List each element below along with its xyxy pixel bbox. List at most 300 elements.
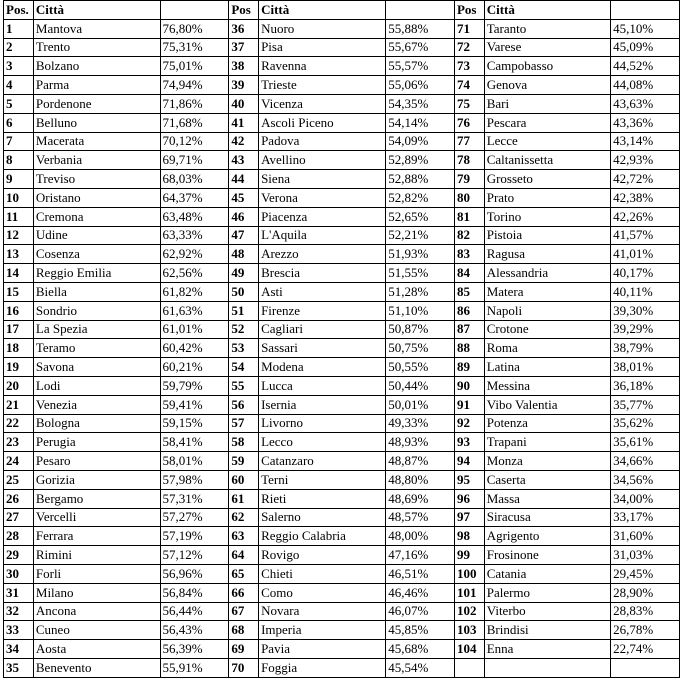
table-row [4,470,680,489]
cell-pos: 23 [4,433,34,452]
cell-value: 56,43% [160,621,229,640]
cell-value: 34,00% [611,489,680,508]
cell-pos: 87 [454,320,484,339]
cell-value: 35,62% [611,414,680,433]
cell-pos: 47 [229,226,259,245]
cell-city: Perugia [33,433,160,452]
cell-city: Vibo Valentia [484,395,610,414]
cell-pos: 93 [454,433,484,452]
cell-pos: 82 [454,226,484,245]
table-row [4,621,680,640]
cell-city: Messina [484,376,610,395]
cell-value: 52,21% [386,226,455,245]
cell-city: Siracusa [484,508,610,527]
cell-pos: 25 [4,470,34,489]
cell-pos: 5 [4,94,34,113]
cell-pos: 84 [454,264,484,283]
cell-pos: 81 [454,207,484,226]
cell-value: 45,09% [611,38,680,57]
cell-city: Venezia [33,395,160,414]
cell-pos: 27 [4,508,34,527]
cell-pos: 91 [454,395,484,414]
cell-pos: 61 [229,489,259,508]
cell-value [611,658,680,677]
cell-value: 63,33% [160,226,229,245]
cell-value: 22,74% [611,640,680,659]
cell-pos: 32 [4,602,34,621]
cell-value: 56,39% [160,640,229,659]
cell-pos: 100 [454,564,484,583]
cell-value: 52,88% [386,170,455,189]
cell-city: Sondrio [33,301,160,320]
cell-value: 34,66% [611,452,680,471]
cell-pos: 68 [229,621,259,640]
cell-pos: 60 [229,470,259,489]
cell-value: 52,89% [386,151,455,170]
cell-city: Pavia [259,640,386,659]
cell-value: 46,51% [386,564,455,583]
table-row [4,602,680,621]
cell-pos: 79 [454,170,484,189]
cell-pos: 74 [454,76,484,95]
cell-value: 54,09% [386,132,455,151]
cell-pos: 14 [4,264,34,283]
cell-value: 45,68% [386,640,455,659]
cell-pos: 21 [4,395,34,414]
cell-city: La Spezia [33,320,160,339]
cell-city: Potenza [484,414,610,433]
cell-city: Bergamo [33,489,160,508]
table-row [4,339,680,358]
cell-value: 48,93% [386,433,455,452]
cell-value: 49,33% [386,414,455,433]
cell-pos: 73 [454,57,484,76]
table-row [4,452,680,471]
cell-pos: 7 [4,132,34,151]
cell-value: 51,28% [386,282,455,301]
cell-city: Prato [484,188,610,207]
cell-value: 57,27% [160,508,229,527]
cell-value: 59,79% [160,376,229,395]
cell-city: Cagliari [259,320,386,339]
cell-pos: 43 [229,151,259,170]
cell-pos: 33 [4,621,34,640]
cell-pos: 62 [229,508,259,527]
cell-pos: 10 [4,188,34,207]
cell-value: 46,07% [386,602,455,621]
cell-city: Cremona [33,207,160,226]
cell-pos: 2 [4,38,34,57]
cell-city: Lodi [33,376,160,395]
cell-pos: 28 [4,527,34,546]
cell-city: Alessandria [484,264,610,283]
cell-pos: 98 [454,527,484,546]
cell-city: Napoli [484,301,610,320]
cell-city: Roma [484,339,610,358]
cell-city: Teramo [33,339,160,358]
cell-pos: 67 [229,602,259,621]
cell-pos: 86 [454,301,484,320]
cell-pos: 6 [4,113,34,132]
table-row [4,658,680,677]
cell-value: 42,93% [611,151,680,170]
cell-pos: 17 [4,320,34,339]
cell-pos: 53 [229,339,259,358]
cell-city: Trento [33,38,160,57]
header-pos-3: Pos [454,1,484,20]
table-row [4,546,680,565]
cell-pos: 56 [229,395,259,414]
cell-value: 48,80% [386,470,455,489]
cell-city: Vicenza [259,94,386,113]
cell-pos: 78 [454,151,484,170]
table-row [4,132,680,151]
cell-pos: 88 [454,339,484,358]
cell-city: Ravenna [259,57,386,76]
cell-city: Reggio Calabria [259,527,386,546]
cell-pos: 4 [4,76,34,95]
cell-pos: 16 [4,301,34,320]
cell-city: Massa [484,489,610,508]
cell-city [484,658,610,677]
cell-city: Frosinone [484,546,610,565]
cell-city: Lecco [259,433,386,452]
cell-pos: 34 [4,640,34,659]
cell-value: 55,91% [160,658,229,677]
cell-pos: 44 [229,170,259,189]
cell-pos: 63 [229,527,259,546]
header-pos-2: Pos [229,1,259,20]
cell-value: 26,78% [611,621,680,640]
cell-pos: 92 [454,414,484,433]
cell-city: Brescia [259,264,386,283]
cell-pos: 89 [454,358,484,377]
cell-pos: 103 [454,621,484,640]
cell-value: 42,38% [611,188,680,207]
header-value-2 [386,1,455,20]
cell-pos: 90 [454,376,484,395]
cell-city: Isernia [259,395,386,414]
cell-pos: 76 [454,113,484,132]
cell-value: 57,12% [160,546,229,565]
table-row [4,301,680,320]
cell-value: 51,10% [386,301,455,320]
cell-pos: 83 [454,245,484,264]
cell-value: 71,86% [160,94,229,113]
cell-pos: 64 [229,546,259,565]
cell-value: 70,12% [160,132,229,151]
cell-city: Macerata [33,132,160,151]
cell-pos: 75 [454,94,484,113]
table-row [4,489,680,508]
table-row [4,395,680,414]
cell-city: Sassari [259,339,386,358]
cell-value: 40,17% [611,264,680,283]
cell-city: Imperia [259,621,386,640]
cell-city: Lecce [484,132,610,151]
cell-value: 64,37% [160,188,229,207]
cell-pos: 50 [229,282,259,301]
cell-value: 55,88% [386,19,455,38]
cell-pos: 46 [229,207,259,226]
cell-pos: 13 [4,245,34,264]
cell-city: L'Aquila [259,226,386,245]
cell-value: 58,41% [160,433,229,452]
cell-value: 47,16% [386,546,455,565]
cell-pos: 49 [229,264,259,283]
cell-city: Agrigento [484,527,610,546]
cell-city: Avellino [259,151,386,170]
cell-pos: 70 [229,658,259,677]
cell-pos: 77 [454,132,484,151]
cell-value: 41,57% [611,226,680,245]
cell-pos: 99 [454,546,484,565]
cell-pos: 54 [229,358,259,377]
cell-pos: 35 [4,658,34,677]
cell-pos: 8 [4,151,34,170]
cell-city: Gorizia [33,470,160,489]
cell-value: 28,83% [611,602,680,621]
cell-city: Reggio Emilia [33,264,160,283]
cell-value: 31,03% [611,546,680,565]
cell-value: 44,08% [611,76,680,95]
table-row [4,151,680,170]
cell-pos: 37 [229,38,259,57]
cell-city: Pordenone [33,94,160,113]
cell-city: Milano [33,583,160,602]
cell-city: Arezzo [259,245,386,264]
cell-pos: 94 [454,452,484,471]
cell-pos: 102 [454,602,484,621]
table-row [4,113,680,132]
cell-city: Padova [259,132,386,151]
cell-value: 52,82% [386,188,455,207]
cell-pos: 55 [229,376,259,395]
cell-value: 62,56% [160,264,229,283]
cell-city: Trapani [484,433,610,452]
cell-city: Siena [259,170,386,189]
cell-value: 55,06% [386,76,455,95]
cell-value: 45,85% [386,621,455,640]
cell-value: 56,44% [160,602,229,621]
cell-city: Cuneo [33,621,160,640]
cell-pos: 26 [4,489,34,508]
cell-city: Biella [33,282,160,301]
cell-value: 60,21% [160,358,229,377]
cell-city: Mantova [33,19,160,38]
cell-value: 54,14% [386,113,455,132]
cell-value: 38,79% [611,339,680,358]
cell-value: 40,11% [611,282,680,301]
cell-pos: 15 [4,282,34,301]
cell-city: Ascoli Piceno [259,113,386,132]
table-row [4,508,680,527]
cell-value: 29,45% [611,564,680,583]
cell-city: Palermo [484,583,610,602]
cell-city: Matera [484,282,610,301]
cell-pos: 24 [4,452,34,471]
cell-value: 52,65% [386,207,455,226]
cell-city: Novara [259,602,386,621]
cell-city: Treviso [33,170,160,189]
cell-pos: 80 [454,188,484,207]
cell-pos: 11 [4,207,34,226]
cell-pos: 96 [454,489,484,508]
cell-city: Rimini [33,546,160,565]
cell-city: Pesaro [33,452,160,471]
cell-pos: 31 [4,583,34,602]
table-row [4,564,680,583]
cell-value: 56,96% [160,564,229,583]
cell-city: Piacenza [259,207,386,226]
cell-value: 55,57% [386,57,455,76]
cell-value: 50,75% [386,339,455,358]
cell-city: Terni [259,470,386,489]
cell-pos: 45 [229,188,259,207]
cell-value: 50,87% [386,320,455,339]
table-row [4,583,680,602]
cell-value: 59,15% [160,414,229,433]
cell-city: Rovigo [259,546,386,565]
cell-value: 45,10% [611,19,680,38]
cell-city: Belluno [33,113,160,132]
cell-value: 74,94% [160,76,229,95]
cell-pos: 101 [454,583,484,602]
cell-pos: 85 [454,282,484,301]
cell-pos: 12 [4,226,34,245]
cell-value: 76,80% [160,19,229,38]
table-row [4,640,680,659]
cell-city: Caserta [484,470,610,489]
cell-city: Parma [33,76,160,95]
cell-value: 41,01% [611,245,680,264]
cell-value: 35,77% [611,395,680,414]
cell-city: Catanzaro [259,452,386,471]
header-city-1: Città [33,1,160,20]
cell-value: 61,82% [160,282,229,301]
cell-city: Viterbo [484,602,610,621]
cell-city: Lucca [259,376,386,395]
cell-value: 61,01% [160,320,229,339]
cell-value: 50,55% [386,358,455,377]
cell-value: 51,55% [386,264,455,283]
cell-value: 75,01% [160,57,229,76]
cell-city: Modena [259,358,386,377]
cell-value: 42,72% [611,170,680,189]
cell-value: 50,44% [386,376,455,395]
cell-city: Ferrara [33,527,160,546]
header-row [4,1,680,20]
cell-city: Taranto [484,19,610,38]
cell-value: 58,01% [160,452,229,471]
cell-pos: 9 [4,170,34,189]
cell-value: 36,18% [611,376,680,395]
cell-city: Vercelli [33,508,160,527]
header-city-2: Città [259,1,386,20]
cell-value: 75,31% [160,38,229,57]
cell-value: 34,56% [611,470,680,489]
table-row [4,264,680,283]
cell-pos: 69 [229,640,259,659]
cell-value: 60,42% [160,339,229,358]
cell-city: Catania [484,564,610,583]
cell-city: Ragusa [484,245,610,264]
cell-city: Firenze [259,301,386,320]
cell-pos: 40 [229,94,259,113]
cell-pos: 65 [229,564,259,583]
cell-city: Pistoia [484,226,610,245]
table-row [4,282,680,301]
cell-city: Bari [484,94,610,113]
table-row [4,527,680,546]
cell-pos: 22 [4,414,34,433]
cell-pos: 48 [229,245,259,264]
table-row [4,170,680,189]
table-row [4,358,680,377]
cell-pos: 58 [229,433,259,452]
table-row [4,207,680,226]
cell-city: Benevento [33,658,160,677]
cell-pos: 36 [229,19,259,38]
table-row [4,38,680,57]
header-city-3: Città [484,1,610,20]
cell-pos: 59 [229,452,259,471]
cell-value: 48,69% [386,489,455,508]
cell-city: Pescara [484,113,610,132]
cell-city: Cosenza [33,245,160,264]
cell-city: Forli [33,564,160,583]
cell-value: 51,93% [386,245,455,264]
cell-city: Oristano [33,188,160,207]
cell-city: Savona [33,358,160,377]
cell-value: 55,67% [386,38,455,57]
table-row [4,433,680,452]
cell-pos: 30 [4,564,34,583]
cell-value: 35,61% [611,433,680,452]
ranking-table [3,0,680,678]
cell-pos: 3 [4,57,34,76]
cell-value: 31,60% [611,527,680,546]
cell-city: Genova [484,76,610,95]
cell-pos: 20 [4,376,34,395]
cell-value: 68,03% [160,170,229,189]
header-pos-1: Pos. [4,1,34,20]
cell-pos: 42 [229,132,259,151]
cell-pos: 95 [454,470,484,489]
cell-pos [454,658,484,677]
cell-city: Salerno [259,508,386,527]
cell-city: Enna [484,640,610,659]
cell-value: 56,84% [160,583,229,602]
cell-pos: 97 [454,508,484,527]
cell-value: 62,92% [160,245,229,264]
cell-city: Ancona [33,602,160,621]
cell-pos: 38 [229,57,259,76]
cell-city: Udine [33,226,160,245]
cell-city: Verbania [33,151,160,170]
cell-value: 61,63% [160,301,229,320]
cell-value: 57,98% [160,470,229,489]
cell-pos: 19 [4,358,34,377]
cell-city: Torino [484,207,610,226]
cell-city: Crotone [484,320,610,339]
table-row [4,226,680,245]
table-row [4,245,680,264]
cell-city: Verona [259,188,386,207]
cell-value: 39,29% [611,320,680,339]
header-value-3 [611,1,680,20]
cell-city: Pisa [259,38,386,57]
